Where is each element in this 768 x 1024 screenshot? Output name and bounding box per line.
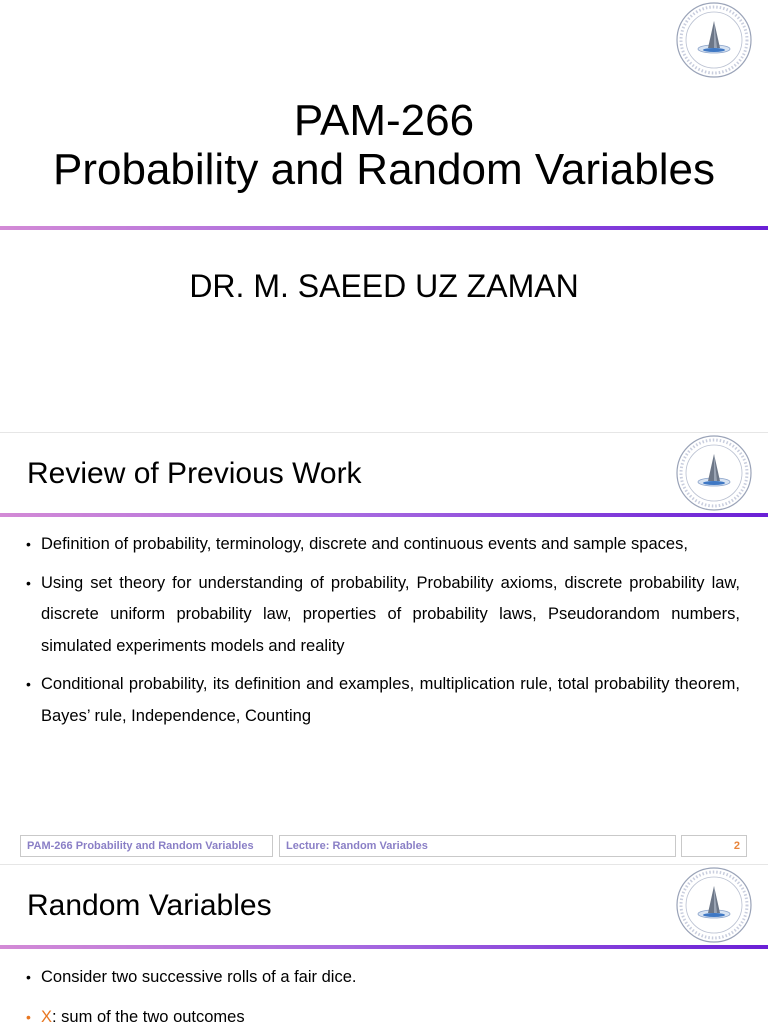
slide-title: Random Variables [27,889,272,922]
list-item [26,1002,740,1024]
bullet-list [26,962,740,1001]
slide-title: Review of Previous Work [27,457,362,490]
variable-x: X [41,1008,53,1024]
title-divider [0,226,768,230]
list-item: • Conditional probability, its definition and examples, multiplication rule, total probability theorem, Bayes’ rule, Independence, Counting [26,669,740,732]
institute-seal-icon [675,866,753,944]
footer-lecture: Lecture: Random Variables [279,835,676,857]
title-divider [0,945,768,949]
bullet-list-orange [26,1002,740,1024]
course-title: Probability and Random Variables [53,145,715,194]
random-variables-slide [0,864,768,1024]
list-item: • Definition of probability, terminology, discrete and continuous events and sample spaces, [26,529,740,561]
footer-page-number: 2 [681,835,747,857]
course-title-block [0,96,768,194]
list-item: • Consider two successive rolls of a fair dice. [26,962,740,994]
course-code: PAM-266 [293,96,475,145]
footer-course: PAM-266 Probability and Random Variables [20,835,273,857]
institute-seal-icon [675,1,753,79]
bullet-list [26,529,740,739]
title-slide [0,0,768,432]
review-slide [0,432,768,864]
title-divider [0,513,768,517]
variable-description: : sum of the two outcomes [52,1008,245,1024]
author-name: DR. M. SAEED UZ ZAMAN [189,268,579,304]
institute-seal-icon [675,434,753,512]
list-item: • Using set theory for understanding of probability, Probability axioms, discrete probability law, discrete uniform probability law, properties of probability laws, Pseudorandom numbers, simulated experiments models and reality [26,568,740,663]
